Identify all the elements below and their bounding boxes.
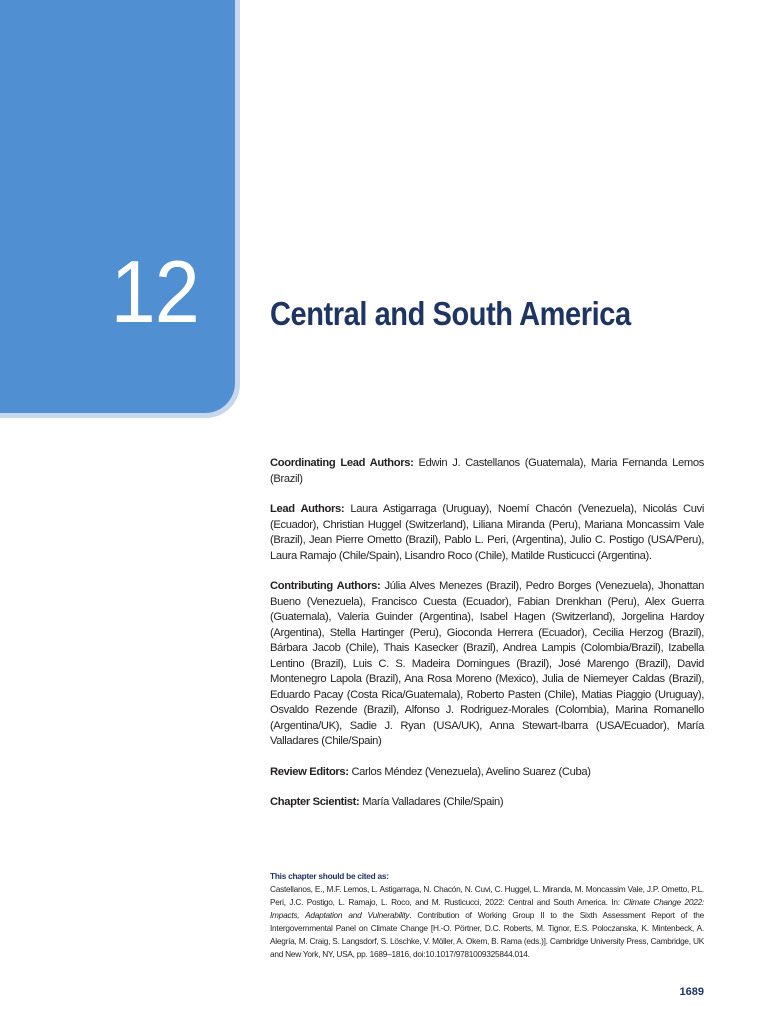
chapter-scientist-label: Chapter Scientist:	[270, 796, 360, 808]
coordinating-lead-authors-label: Coordinating Lead Authors:	[270, 457, 414, 469]
lead-authors-label: Lead Authors:	[270, 503, 345, 515]
citation-text	[270, 883, 704, 961]
citation-report-title: Climate Change 2022: Impacts, Adaptation and Vulnerability	[270, 897, 704, 920]
chapter-scientist	[270, 795, 704, 811]
citation-text-authors: Castellanos, E., M.F. Lemos, L. Astigarraga, N. Chacón, N. Cuvi, C. Huggel, L. Miranda, M. Moncassim Vale, J.P. Ometto, P.L. Peri, J.C. Postigo, L. Ramajo, L. Roco, and M. Rusticucci, 2022: Central and South America. In:	[270, 884, 704, 907]
contributing-authors	[270, 579, 704, 750]
coordinating-lead-authors	[270, 456, 704, 487]
page-number: 1689	[679, 986, 704, 998]
review-editors-label: Review Editors:	[270, 765, 349, 778]
review-editors	[270, 765, 704, 781]
author-list	[270, 456, 704, 826]
chapter-number-block	[0, 0, 235, 413]
contributing-authors-label: Contributing Authors:	[270, 580, 381, 592]
citation-box	[270, 870, 704, 961]
chapter-number: 12	[110, 242, 199, 341]
coordinating-lead-authors-names: Edwin J. Castellanos (Guatemala), Maria Fernanda Lemos (Brazil)	[270, 457, 704, 485]
chapter-title: Central and South America	[270, 295, 631, 332]
lead-authors-names: Laura Astigarraga (Uruguay), Noemí Chacón (Venezuela), Nicolás Cuvi (Ecuador), Christian Huggel (Switzerland), Liliana Miranda (Peru), Mariana Moncassim Vale (Brazil), Jean Pierre Ometto (Brazil), Pablo L. Peri, (Argentina), Julio C. Postigo (USA/Peru), Laura Ramajo (Chile/Spain), Lisandro Roco (Chile), Matilde Rusticucci (Argentina).	[270, 503, 704, 562]
lead-authors	[270, 502, 704, 564]
citation-heading: This chapter should be cited as:	[270, 871, 389, 881]
chapter-scientist-names: María Valladares (Chile/Spain)	[359, 796, 504, 808]
contributing-authors-names: Júlia Alves Menezes (Brazil), Pedro Borges (Venezuela), Jhonattan Bueno (Venezuela), Francisco Cuesta (Ecuador), Fabian Drenkhan (Peru), Alex Guerra (Guatemala), Valeria Guinder (Argentina), Isabel Hagen (Switzerland), Jorgelina Hardoy (Argentina), Stella Hartinger (Peru), Gioconda Herrera (Ecuador), Cecilia Herzog (Brazil), Bárbara Jacob (Chile), Thais Kasecker (Brazil), Andrea Lampis (Colombia/Brazil), Izabella Lentino (Brazil), Luis C. S. Madeira Domingues (Brazil), José Marengo (Brazil), David Montenegro Lapola (Brazil), Ana Rosa Moreno (Mexico), Julia de Niemeyer Caldas (Brazil), Eduardo Pacay (Costa Rica/Guatemala), Roberto Pasten (Chile), Matias Piaggio (Uruguay), Osvaldo Rezende (Brazil), Alfonso J. Rodriguez-Morales (Colombia), Marina Romanello (Argentina/UK), Sadie J. Ryan (USA/UK), Anna Stewart-Ibarra (USA/Ecuador), María Valladares (Chile/Spain)	[270, 580, 704, 747]
citation-text-publication: . Contribution of Working Group II to the Sixth Assessment Report of the Intergovernmental Panel on Climate Change [H.-O. Pörtner, D.C. Roberts, M. Tignor, E.S. Poloczanska, K. Mintenbeck, A. Alegría, M. Craig, S. Langsdorf, S. Löschke, V. Möller, A. Okem, B. Rama (eds.)]. Cambridge University Press, Cambridge, UK and New York, NY, USA, pp. 1689–1816, doi:10.1017/9781009325844.014.	[270, 910, 704, 959]
review-editors-names: Carlos Méndez (Venezuela), Avelino Suarez (Cuba)	[348, 765, 591, 778]
